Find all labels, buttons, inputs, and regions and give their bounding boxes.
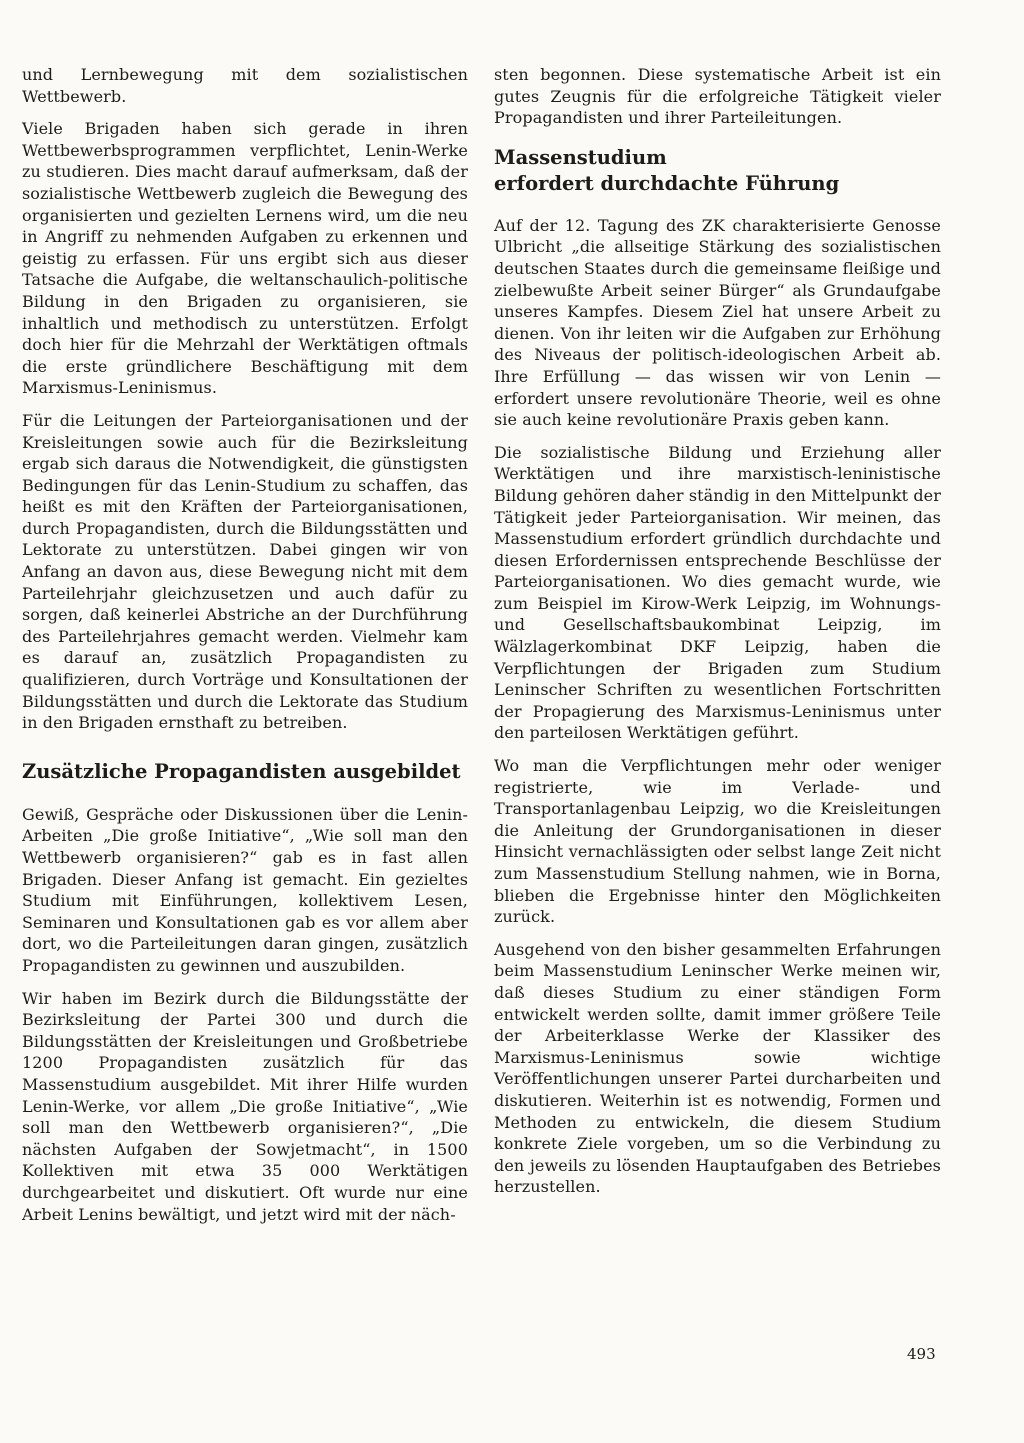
section-heading-line: erfordert durchdachte Führung [494, 171, 840, 195]
paragraph: Auf der 12. Tagung des ZK charakterisierte Genosse Ulbricht „die allseitige Stärkung des sozialistischen deutschen Staates durch die gemeinsame fleißige und zielbewußte Arbeit seiner Bürger“ als Grundaufgabe unseres Kampfes. Diesem Ziel hat unsere Arbeit zu dienen. Von ihr leiten wir die Aufgaben zur Erhöhung des Niveaus der politisch-ideologischen Arbeit ab. Ihre Erfüllung — das wissen wir von Lenin — erfordert unsere revolutionäre Theorie, weil es ohne sie auch keine revolutionäre Praxis geben kann. [494, 215, 941, 430]
paragraph: Ausgehend von den bisher gesammelten Erfahrungen beim Massenstudium Leninscher Werke meinen wir, daß dieses Studium zu einer ständigen Form entwickelt werden sollte, damit immer größere Teile der Arbeiterklasse Werke der Klassiker des Marxismus-Leninismus sowie wichtige Veröffentlichungen unserer Partei durcharbeiten und diskutieren. Weiterhin ist es notwendig, Formen und Methoden zu entwickeln, die diesem Studium konkrete Ziele vorgeben, um so die Verbindung zu den jeweils zu lösenden Hauptaufgaben des Betriebes herzustellen. [494, 939, 941, 1197]
paragraph: sten begonnen. Diese systematische Arbeit ist ein gutes Zeugnis für die erfolgreiche Tätigkeit vieler Propagandisten und ihrer Parteileitungen. [494, 65, 941, 128]
paragraph: Gewiß, Gespräche oder Diskussionen über die Lenin-Arbeiten „Die große Initiative“, „Wie soll man den Wettbewerb organisieren?“ gab es in fast allen Brigaden. Dieser Anfang ist gemacht. Ein gezieltes Studium mit Einführungen, kollektivem Lesen, Seminaren und Konsultationen gab es vor allem aber dort, wo die Parteileitungen daran gingen, zusätzlich Propagandisten zu gewinnen und auszubilden. [22, 804, 468, 975]
page-number: 493 [907, 1345, 936, 1363]
left-column [22, 64, 468, 1236]
section-heading: Zusätzliche Propagandisten ausgebildet [22, 759, 461, 783]
paragraph: und Lernbewegung mit dem sozialistischen Wettbewerb. [22, 65, 468, 106]
section-heading [494, 145, 941, 197]
paragraph: Die sozialistische Bildung und Erziehung aller Werktätigen und ihre marxistisch-leninistische Bildung gehören daher ständig in den Mittelpunkt der Tätigkeit jeder Parteiorganisation. Wir meinen, das Massenstudium erfordert gründlich durchdachte und diesen Erfordernissen entsprechende Beschlüsse der Parteiorganisationen. Wo dies gemacht wurde, wie zum Beispiel im Kirow-Werk Leipzig, im Wohnungs- und Gesellschaftsbaukombinat Leipzig, im Wälzlagerkombinat DKF Leipzig, haben die Verpflichtungen der Brigaden zum Studium Leninscher Schriften zu wesentlichen Fortschritten der Propagierung des Marxismus-Leninismus unter den parteilosen Werktätigen geführt. [494, 442, 941, 743]
section-heading-line: Massenstudium [494, 145, 667, 169]
paragraph: Wo man die Verpflichtungen mehr oder weniger registrierte, wie im Verlade- und Transportanlagenbau Leipzig, wo die Kreisleitungen die Anleitung der Grundorganisationen in dieser Hinsicht vernachlässigten oder selbst lange Zeit nicht zum Massenstudium Stellung nahmen, wie in Borna, blieben die Ergebnisse hinter den Möglichkeiten zurück. [494, 756, 941, 927]
paragraph: Viele Brigaden haben sich gerade in ihren Wettbewerbsprogrammen verpflichtet, Lenin-Werke zu studieren. Dies macht darauf aufmerksam, daß der sozialistische Wettbewerb zugleich die Bewegung des organisierten und gezielten Lernens wird, um die neu in Angriff zu nehmenden Aufgaben zu erkennen und geistig zu erfassen. Für uns ergibt sich aus dieser Tatsache die Aufgabe, die weltanschaulich-politische Bildung in den Brigaden zu organisieren, sie inhaltlich und methodisch zu unterstützen. Erfolgt doch hier für die Mehrzahl der Werktätigen oftmals die erste gründlichere Beschäftigung mit dem Marxismus-Leninismus. [22, 119, 468, 398]
right-column [494, 64, 941, 1209]
paragraph: Wir haben im Bezirk durch die Bildungsstätte der Bezirksleitung der Partei 300 und durch die Bildungsstätten der Kreisleitungen und Großbetriebe 1200 Propagandisten zusätzlich für das Massenstudium ausgebildet. Mit ihrer Hilfe wurden Lenin-Werke, vor allem „Die große Initiative“, „Wie soll man den Wettbewerb organisieren?“, „Die nächsten Aufgaben der Sowjetmacht“, in 1500 Kollektiven mit etwa 35 000 Werktätigen durchgearbeitet und diskutiert. Oft wurde nur eine Arbeit Lenins bewältigt, und jetzt wird mit der näch- [22, 988, 468, 1224]
paragraph: Für die Leitungen der Parteiorganisationen und der Kreisleitungen sowie auch für die Bezirksleitung ergab sich daraus die Notwendigkeit, die günstigsten Bedingungen für das Lenin-Studium zu schaffen, das heißt es mit den Kräften der Parteiorganisationen, durch Propagandisten, durch die Bildungsstätten und Lektorate zu unterstützen. Dabei gingen wir von Anfang an davon aus, diese Bewegung nicht mit dem Parteilehrjahr gleichzusetzen und auch dafür zu sorgen, daß keinerlei Abstriche an der Durchführung des Parteilehrjahres gemacht werden. Vielmehr kam es darauf an, zusätzlich Propagandisten zu qualifizieren, durch Vorträge und Konsultationen der Bildungsstätten und durch die Lektorate das Studium in den Brigaden ernsthaft zu betreiben. [22, 410, 468, 733]
